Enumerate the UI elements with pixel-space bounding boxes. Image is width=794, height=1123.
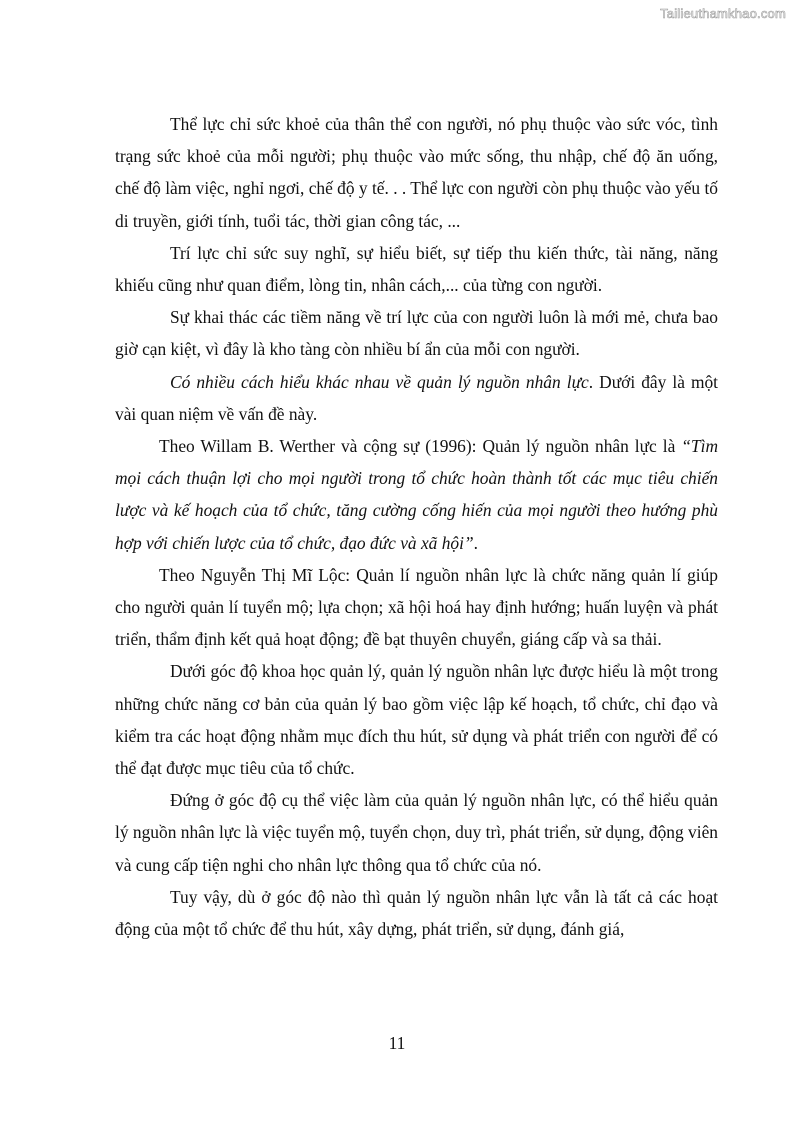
italic-heading-phrase: Có nhiều cách hiểu khác nhau về quản lý nguồn nhân lực	[170, 371, 589, 392]
paragraph-nguyen-thi-mi-loc: Theo Nguyễn Thị Mĩ Lộc: Quản lí nguồn nhân lực là chức năng quản lí giúp cho người quản lí tuyển mộ; lựa chọn; xã hội hoá hay định hướng; huấn luyện và phát triển, thẩm định kết quả hoạt động; đề bạt thuyên chuyển, giáng cấp và sa thải.	[115, 564, 718, 650]
paragraph-goc-do-cu-the: Đứng ở góc độ cụ thể việc làm của quản lý nguồn nhân lực, có thể hiểu quản lý nguồn nhân lực là việc tuyển mộ, tuyển chọn, duy trì, phát triển, sử dụng, động viên và cung cấp tiện nghi cho nhân lực thông qua tổ chức của nó.	[115, 790, 718, 875]
paragraph-khai-thac: Sự khai thác các tiềm năng về trí lực của con người luôn là mới mẻ, chưa bao giờ cạn kiệt, vì đây là kho tàng còn nhiều bí ẩn của mỗi con người.	[115, 307, 718, 360]
paragraph-khoa-hoc-quan-ly: Dưới góc độ khoa học quản lý, quản lý nguồn nhân lực được hiểu là một trong những chức năng cơ bản của quản lý bao gồm việc lập kế hoạch, tổ chức, chỉ đạo và kiểm tra các hoạt động nhằm mục đích thu hút, sử dụng và phát triển con người để có thể đạt được mục tiêu của tổ chức.	[115, 661, 718, 779]
italic-quote: “Tìm mọi cách thuận lợi cho mọi người trong tổ chức hoàn thành tốt các mục tiêu chiến lược và kế hoạch của tổ chức, tăng cường cống hiến của mọi người theo hướng phù hợp với chiến lược của tổ chức, đạo đức và xã hội”	[115, 436, 718, 553]
paragraph-tri-luc: Trí lực chỉ sức suy nghĩ, sự hiểu biết, sự tiếp thu kiến thức, tài năng, năng khiếu cũng như quan điểm, lòng tin, nhân cách,... của từng con người.	[115, 242, 718, 296]
paragraph-nhieu-cach-hieu	[115, 366, 718, 430]
paragraph-tuy-vay: Tuy vậy, dù ở góc độ nào thì quản lý nguồn nhân lực vẫn là tất cả các hoạt động của một tổ chức để thu hút, xây dựng, phát triển, sử dụng, đánh giá,	[115, 886, 718, 940]
paragraph-the-luc: Thể lực chỉ sức khoẻ của thân thể con người, nó phụ thuộc vào sức vóc, tình trạng sức khoẻ của mỗi người; phụ thuộc vào mức sống, thu nhập, chế độ ăn uống, chế độ làm việc, nghỉ ngơi, chế độ y tế. . . Thể lực con người còn phụ thuộc vào yếu tố di truyền, giới tính, tuổi tác, thời gian công tác, ...	[115, 114, 718, 231]
page-number: 11	[388, 1033, 406, 1053]
paragraph-werther	[115, 430, 718, 559]
watermark-text: Tailieuthamkhao.com	[660, 6, 786, 21]
paragraph-text: Theo Willam B. Werther và cộng sự (1996): Quản lý nguồn nhân lực là	[159, 436, 682, 457]
document-body	[115, 108, 718, 945]
paragraph-text: . Dưới đây là một vài quan niệm về vấn đề này.	[115, 371, 719, 424]
paragraph-end: .	[473, 532, 478, 553]
